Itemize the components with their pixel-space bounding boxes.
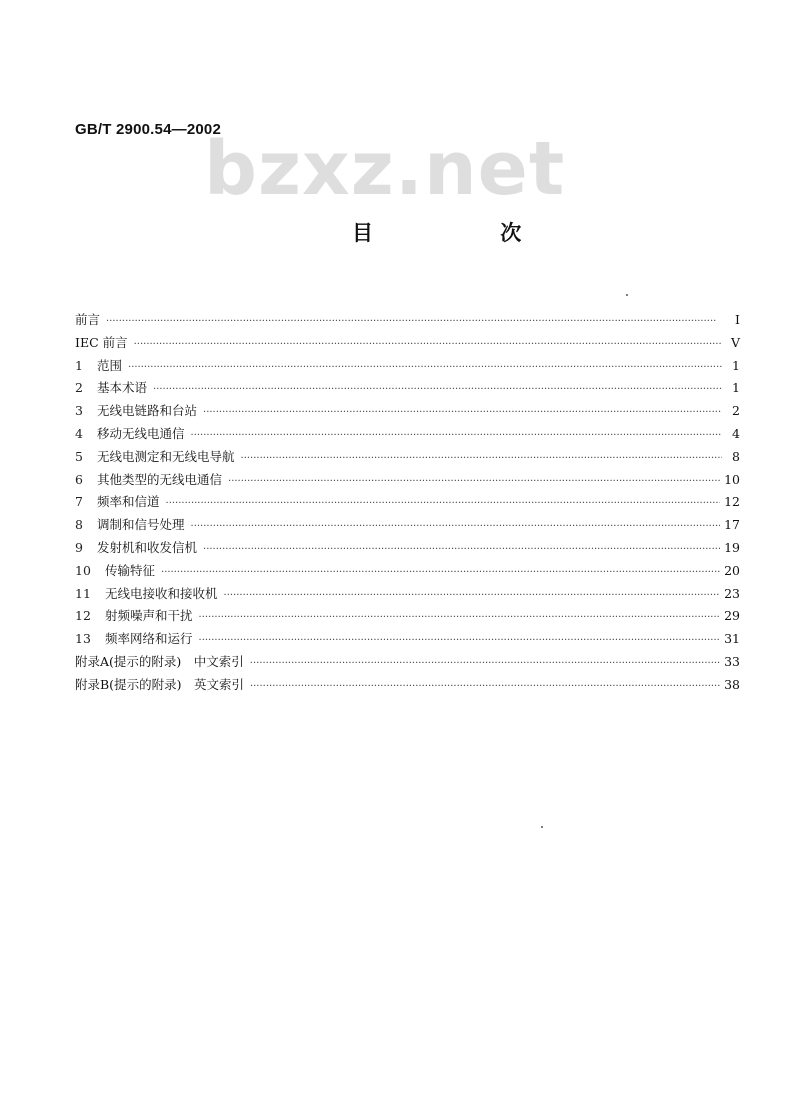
toc-entry-label: 调制和信号处理	[97, 517, 185, 533]
toc-leader-dots	[199, 630, 721, 653]
toc-entry[interactable]	[75, 423, 740, 446]
toc-entry-page: 23	[724, 585, 740, 601]
toc-entry-page: 17	[724, 517, 740, 533]
toc-entry-page: Ⅰ	[735, 312, 740, 327]
toc-entry-number: 2	[75, 380, 83, 396]
toc-entry-page: 31	[724, 631, 740, 647]
toc-leader-dots	[166, 493, 721, 516]
toc-entry-label: 射频噪声和干扰	[105, 608, 193, 624]
toc-leader-dots	[250, 653, 720, 676]
toc-leader-dots	[134, 334, 722, 357]
toc-entry-number: 8	[75, 517, 83, 533]
toc-leader-dots	[199, 607, 721, 630]
toc-entry[interactable]	[75, 355, 740, 378]
toc-entry-label: 范围	[97, 357, 123, 373]
toc-entry[interactable]	[75, 491, 740, 514]
toc-entry-label: 发射机和收发信机	[97, 539, 198, 555]
toc-leader-dots	[203, 539, 720, 562]
toc-entry-number: 4	[75, 425, 83, 441]
toc-entry[interactable]	[75, 651, 740, 674]
toc-leader-dots	[153, 379, 722, 402]
toc-entry-label: 前言	[75, 312, 101, 327]
toc-entry-number: 11	[75, 585, 91, 601]
toc-entry-page: 2	[732, 403, 740, 419]
toc-entry-page: 20	[724, 562, 740, 578]
toc-entry-label: 无线电测定和无线电导航	[97, 448, 235, 464]
scan-speck	[541, 826, 543, 828]
toc-entry-label: 传输特征	[105, 562, 156, 578]
toc-entry-number: 7	[75, 494, 83, 510]
toc-entry-number: 3	[75, 403, 83, 419]
toc-entry-page: 38	[724, 676, 740, 692]
toc-title: 目 次	[352, 221, 582, 245]
toc-entry-page: Ⅴ	[730, 334, 740, 350]
toc-entry-page: 4	[732, 425, 740, 441]
toc-entry-label: 附录A(提示的附录) 中文索引	[75, 653, 244, 669]
toc-entry[interactable]	[75, 560, 740, 583]
toc-entry-label: 附录B(提示的附录) 英文索引	[75, 676, 244, 692]
toc-entry-page: 10	[724, 471, 740, 487]
toc-leader-dots	[128, 357, 722, 380]
toc-leader-dots	[106, 311, 722, 334]
standard-code: GB/T 2900.54—2002	[75, 121, 221, 138]
toc-entry[interactable]	[75, 446, 740, 469]
toc-entry[interactable]	[75, 332, 740, 355]
toc-entry-number: 9	[75, 539, 83, 555]
toc-entry-number: 1	[75, 357, 83, 373]
toc-entry-page: 8	[732, 448, 740, 464]
toc-entry-number: 6	[75, 471, 83, 487]
toc-entry-page: 19	[724, 539, 740, 555]
toc-entry-label: 其他类型的无线电通信	[97, 471, 223, 487]
toc-entry-number: 10	[75, 562, 91, 578]
toc-entry[interactable]	[75, 309, 740, 332]
toc-leader-dots	[228, 471, 720, 494]
toc-entry-label: IEC 前言	[75, 334, 128, 350]
toc-leader-dots	[241, 448, 722, 471]
toc-leader-dots	[161, 562, 720, 585]
toc-entry-number: 12	[75, 608, 91, 624]
scan-speck	[626, 294, 628, 296]
toc-entry[interactable]	[75, 628, 740, 651]
toc-entry-label: 频率网络和运行	[105, 631, 193, 647]
toc-entry[interactable]	[75, 674, 740, 697]
toc-entry-label: 频率和信道	[97, 494, 160, 510]
toc-leader-dots	[250, 676, 720, 699]
watermark: bzxz.net	[204, 126, 566, 212]
toc-entry[interactable]	[75, 400, 740, 423]
toc-entry-label: 无线电链路和台站	[97, 403, 198, 419]
toc-entry[interactable]	[75, 514, 740, 537]
table-of-contents	[75, 309, 740, 697]
toc-leader-dots	[203, 402, 722, 425]
toc-entry-page: 1	[732, 357, 740, 373]
toc-entry-number: 13	[75, 631, 91, 647]
toc-entry-page: 29	[724, 608, 740, 624]
toc-leader-dots	[191, 425, 722, 448]
toc-entry[interactable]	[75, 537, 740, 560]
toc-entry-page: 12	[724, 494, 740, 510]
toc-leader-dots	[224, 585, 721, 608]
toc-entry-label: 移动无线电通信	[97, 425, 185, 441]
toc-entry[interactable]	[75, 583, 740, 606]
toc-entry-page: 1	[732, 380, 740, 396]
toc-leader-dots	[191, 516, 721, 539]
toc-entry-page: 33	[724, 653, 740, 669]
toc-entry-number: 5	[75, 448, 83, 464]
toc-entry-label: 无线电接收和接收机	[105, 585, 218, 601]
toc-entry-label: 基本术语	[97, 380, 148, 396]
toc-entry[interactable]	[75, 377, 740, 400]
toc-entry[interactable]	[75, 469, 740, 492]
toc-entry[interactable]	[75, 605, 740, 628]
